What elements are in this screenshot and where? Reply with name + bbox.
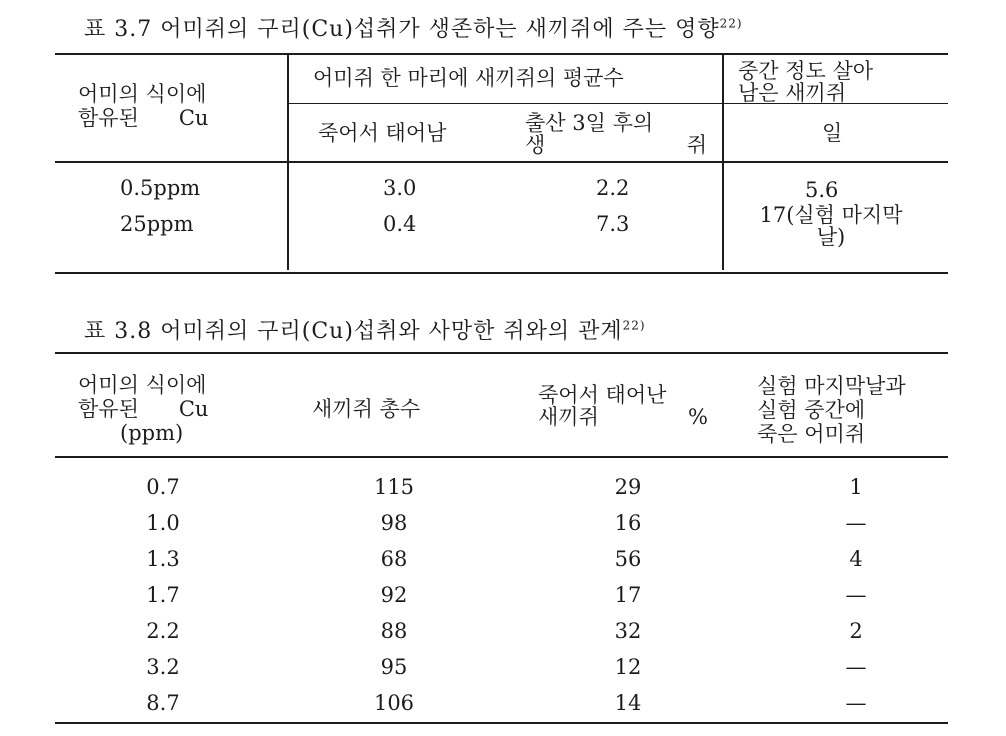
table-cell-total: 88	[380, 619, 408, 643]
header-pct-line2a: 새끼쥐	[538, 405, 599, 429]
table-cell-cu: 8.7	[146, 691, 180, 715]
table-3-7-bottom-rule	[55, 272, 948, 274]
table-row-after3days: 7.3	[596, 212, 630, 236]
table-cell-cu: 1.3	[146, 547, 180, 571]
header-cu-line2: 함유된	[78, 106, 139, 130]
header-cu-unit: Cu	[178, 397, 209, 421]
table-3-8-header-cu	[78, 373, 208, 445]
table-3-8-caption-text: 표 3.8 어미쥐의 구리(Cu)섭취와 사망한 쥐와의 관계	[84, 319, 623, 344]
table-cell-dead-mothers: —	[845, 583, 867, 607]
table-cell-total: 95	[380, 655, 408, 679]
sub-after3days-line1: 출산 3일 후의	[525, 111, 654, 135]
table-3-8-header-total: 새끼쥐 총수	[312, 397, 421, 421]
table-cell-pct: 16	[614, 511, 642, 535]
sub-after3days-line2b: 쥐	[686, 133, 707, 157]
header-cu-line1: 어미의 식이에	[78, 82, 207, 106]
header-dead-line2: 실험 중간에	[757, 398, 866, 422]
table-row-after3days: 2.2	[596, 176, 630, 200]
table-cell-total: 106	[373, 691, 415, 715]
table-3-7-header-rule	[55, 161, 948, 163]
header-cu-line3: (ppm)	[120, 421, 184, 445]
header-pct-line1: 죽어서 태어난	[538, 383, 667, 407]
table-3-7-sub-days: 일	[822, 121, 843, 145]
table-3-8-header-dead-mothers	[757, 374, 906, 446]
table-cell-pct: 32	[614, 619, 642, 643]
header-cu-line2: 함유된	[78, 397, 139, 421]
table-row-cu: 0.5ppm	[120, 176, 201, 200]
header-survivors-line1: 중간 정도 살아	[738, 59, 874, 83]
header-dead-line3: 죽은 어미쥐	[757, 422, 866, 446]
table-3-7-top-rule	[55, 53, 948, 55]
table-cell-pct: 29	[614, 475, 642, 499]
table-cell-dead-mothers: 1	[849, 475, 863, 499]
table-cell-cu: 1.7	[146, 583, 180, 607]
table-row-days: 5.6	[805, 178, 839, 202]
header-survivors-line2: 남은 새끼쥐	[738, 81, 847, 105]
table-3-7-header-survivors	[738, 60, 873, 104]
sub-after3days-line2a: 생	[525, 133, 546, 157]
table-row-days: 17(실험 마지막 날)	[759, 203, 903, 249]
table-row-stillborn: 0.4	[383, 212, 417, 236]
table-3-8-header-rule	[55, 456, 948, 458]
table-row-stillborn: 3.0	[383, 176, 417, 200]
table-cell-dead-mothers: —	[845, 655, 867, 679]
table-cell-cu: 3.2	[146, 655, 180, 679]
header-pct-line2b: %	[688, 405, 708, 429]
table-3-7-sub-stillborn: 죽어서 태어남	[318, 121, 447, 145]
table-cell-pct: 14	[614, 691, 642, 715]
table-cell-pct: 17	[614, 583, 642, 607]
header-dead-line1: 실험 마지막날과	[757, 374, 906, 398]
table-3-8-caption	[84, 314, 646, 345]
table-cell-total: 115	[373, 475, 415, 499]
table-cell-total: 92	[380, 583, 408, 607]
table-3-7-header-cu	[78, 82, 208, 130]
table-cell-cu: 0.7	[146, 475, 180, 499]
table-3-7-caption	[84, 12, 743, 43]
table-row-cu: 25ppm	[120, 212, 194, 236]
table-cell-dead-mothers: —	[845, 511, 867, 535]
table-cell-total: 98	[380, 511, 408, 535]
table-cell-cu: 2.2	[146, 619, 180, 643]
table-cell-dead-mothers: —	[845, 691, 867, 715]
table-3-7-caption-text: 표 3.7 어미쥐의 구리(Cu)섭취가 생존하는 새끼쥐에 주는 영향	[84, 17, 720, 42]
header-cu-line1: 어미의 식이에	[78, 373, 207, 397]
table-cell-dead-mothers: 2	[849, 619, 863, 643]
header-cu-unit: Cu	[178, 106, 209, 130]
table-3-7-group-header: 어미쥐 한 마리에 새끼쥐의 평균수	[313, 66, 624, 90]
table-3-8-header-pct	[538, 384, 708, 428]
table-3-8-caption-ref: 22)	[622, 318, 646, 333]
table-cell-dead-mothers: 4	[849, 547, 863, 571]
table-cell-cu: 1.0	[146, 511, 180, 535]
table-3-7-caption-ref: 22)	[719, 16, 743, 31]
table-cell-pct: 12	[614, 655, 642, 679]
table-3-8-top-rule	[55, 352, 948, 354]
table-3-8-bottom-rule	[55, 722, 948, 724]
table-cell-pct: 56	[614, 547, 642, 571]
table-cell-total: 68	[380, 547, 408, 571]
table-3-7-sub-after3days	[525, 112, 707, 156]
